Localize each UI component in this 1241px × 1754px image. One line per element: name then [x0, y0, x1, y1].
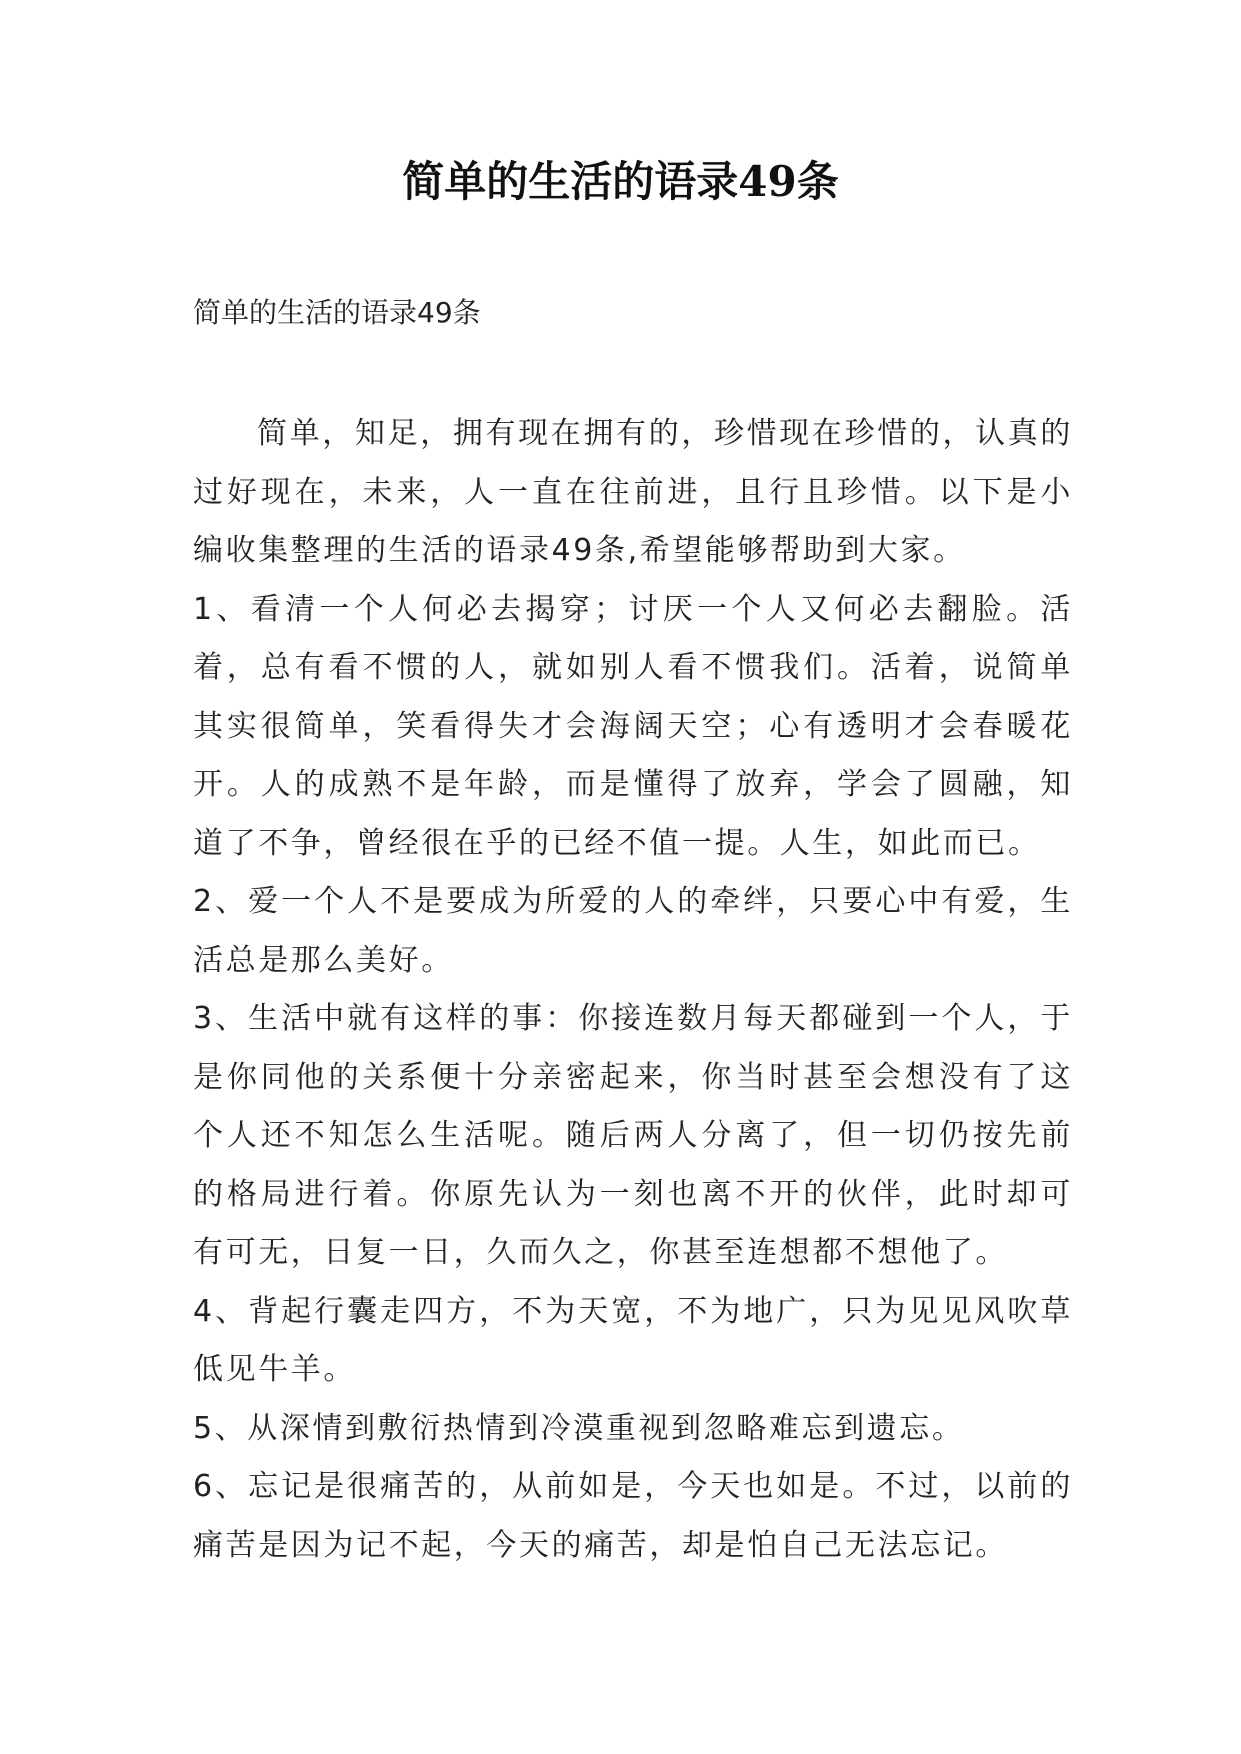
- quote-item-6: 6、忘记是很痛苦的，从前如是，今天也如是。不过，以前的痛苦是因为记不起，今天的痛苦，却是怕自己无法忘记。: [193, 1469, 1073, 1563]
- quote-item-3: 3、生活中就有这样的事：你接连数月每天都碰到一个人，于是你同他的关系便十分亲密起来，你当时甚至会想没有了这个人还不知怎么生活呢。随后两人分离了，但一切仍按先前的格局进行着。你原先认为一刻也离不开的伙伴，此时却可有可无，日复一日，久而久之，你甚至连想都不想他了。: [193, 1001, 1073, 1270]
- quote-item-1: 1、看清一个人何必去揭穿；讨厌一个人又何必去翻脸。活着，总有看不惯的人，就如别人看不惯我们。活着，说简单其实很简单，笑看得失才会海阔天空；心有透明才会春暖花开。人的成熟不是年龄，而是懂得了放弃，学会了圆融，知道了不争，曾经很在乎的已经不值一提。人生，如此而已。: [193, 591, 1073, 861]
- intro-paragraph: 简单，知足，拥有现在拥有的，珍惜现在珍惜的，认真的过好现在，未来，人一直在往前进，且行且珍惜。以下是小编收集整理的生活的语录49条,希望能够帮助到大家。: [193, 416, 1073, 568]
- quote-item-2: 2、爱一个人不是要成为所爱的人的牵绊，只要心中有爱，生活总是那么美好。: [193, 884, 1073, 978]
- quote-item-5: 5、从深情到敷衍热情到冷漠重视到忽略难忘到遗忘。: [193, 1410, 965, 1446]
- quote-item-4: 4、背起行囊走四方，不为天宽，不为地广，只为见见风吹草低见牛羊。: [193, 1293, 1073, 1387]
- document-body: [193, 405, 1073, 1575]
- document-title: 简单的生活的语录49条: [402, 157, 839, 206]
- document-subtitle: 简单的生活的语录49条: [193, 296, 481, 329]
